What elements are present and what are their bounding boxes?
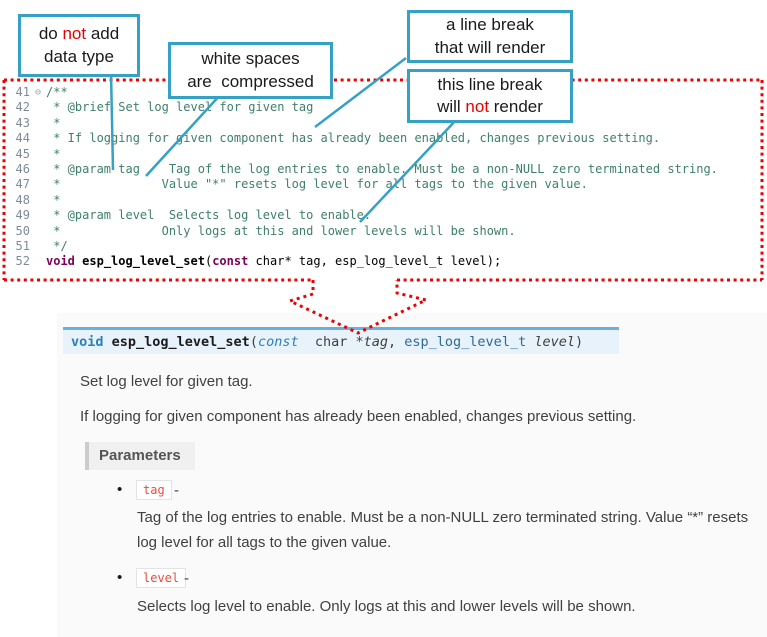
param-description-level: Selects log level to enable. Only logs at this and lower levels will be shown. bbox=[137, 598, 636, 615]
rendered-docs-panel bbox=[57, 313, 767, 637]
line-number: 52 bbox=[15, 254, 30, 269]
keyword-void: void bbox=[46, 254, 75, 269]
comment-text: * If logging for given component has already been enabled, changes previous setting. bbox=[46, 131, 661, 146]
signature-type-link[interactable]: esp_log_level_t bbox=[404, 334, 527, 350]
line-number: 47 bbox=[15, 177, 30, 192]
callout-whitespace: white spaces are compressed bbox=[168, 42, 333, 99]
comment-text: * @brief Set log level for given tag bbox=[46, 100, 314, 115]
code-editor bbox=[8, 85, 718, 270]
function-name: esp_log_level_set bbox=[82, 254, 205, 269]
comment-text: * bbox=[46, 192, 61, 207]
code-line bbox=[8, 193, 718, 208]
keyword-const: const bbox=[212, 254, 249, 269]
param-description-tag: Tag of the log entries to enable. Must be a non-NULL zero terminated string. Value “*” resets log level for all tags to the given value. bbox=[137, 509, 749, 551]
code-line-declaration bbox=[8, 254, 718, 269]
line-number: 45 bbox=[15, 146, 30, 161]
line-number: 48 bbox=[15, 192, 30, 207]
bullet-icon: • bbox=[117, 481, 123, 498]
param-dash: - bbox=[184, 570, 189, 587]
bullet-icon: • bbox=[117, 569, 123, 586]
callout-line-break-not-render: this line break will not render bbox=[407, 69, 573, 123]
signature-param-level: level bbox=[534, 334, 575, 350]
line-number: 43 bbox=[15, 115, 30, 130]
detailed-description: If logging for given component has already been enabled, changes previous setting. bbox=[80, 408, 637, 425]
parameters-header: Parameters bbox=[85, 442, 195, 470]
line-number: 42 bbox=[15, 100, 30, 115]
comment-text: /** bbox=[46, 85, 68, 99]
signature-return-type: void bbox=[71, 334, 112, 350]
fold-minus-icon[interactable]: ⊖ bbox=[34, 87, 42, 98]
code-line bbox=[8, 208, 718, 223]
signature-const-keyword: const bbox=[257, 334, 299, 350]
signature-param-tag: tag bbox=[363, 334, 389, 350]
function-declaration: void esp_log_level_set(const char* tag, esp_log_level_t level); bbox=[46, 254, 502, 269]
param-name-chip-level: level bbox=[136, 568, 186, 588]
line-number: 41 bbox=[15, 85, 30, 99]
comment-text: * Only logs at this and lower levels will be shown. bbox=[46, 223, 516, 238]
code-line bbox=[8, 224, 718, 239]
code-line bbox=[8, 177, 718, 192]
param-dash: - bbox=[174, 482, 179, 499]
comment-text: */ bbox=[46, 239, 68, 254]
brief-description: Set log level for given tag. bbox=[80, 373, 253, 390]
line-number: 44 bbox=[15, 131, 30, 146]
function-signature-bar: void esp_log_level_set ( const char * tag , esp_log_level_t level ) bbox=[63, 327, 619, 354]
comment-text: * bbox=[46, 146, 61, 161]
signature-function-name: esp_log_level_set bbox=[111, 334, 250, 350]
code-line bbox=[8, 116, 718, 131]
comment-text: * bbox=[46, 115, 61, 130]
code-line bbox=[8, 131, 718, 146]
comment-text: * @param tag Tag of the log entries to enable. Must be a non-NULL zero terminated string. bbox=[46, 162, 718, 177]
line-number: 49 bbox=[15, 208, 30, 223]
code-line bbox=[8, 100, 718, 115]
code-line bbox=[8, 85, 718, 100]
param-name-chip-tag: tag bbox=[136, 480, 172, 500]
callout-no-datatype: do not add data type bbox=[18, 14, 140, 77]
comment-text: * Value "*" resets log level for all tags to the given value. bbox=[46, 177, 588, 192]
callout-line-break-renders: a line break that will render bbox=[407, 10, 573, 63]
line-number: 50 bbox=[15, 223, 30, 238]
code-line bbox=[8, 162, 718, 177]
code-line bbox=[8, 239, 718, 254]
line-number: 46 bbox=[15, 162, 30, 177]
comment-text: * @param level Selects log level to enable. bbox=[46, 208, 372, 223]
line-number: 51 bbox=[15, 239, 30, 254]
code-line bbox=[8, 147, 718, 162]
